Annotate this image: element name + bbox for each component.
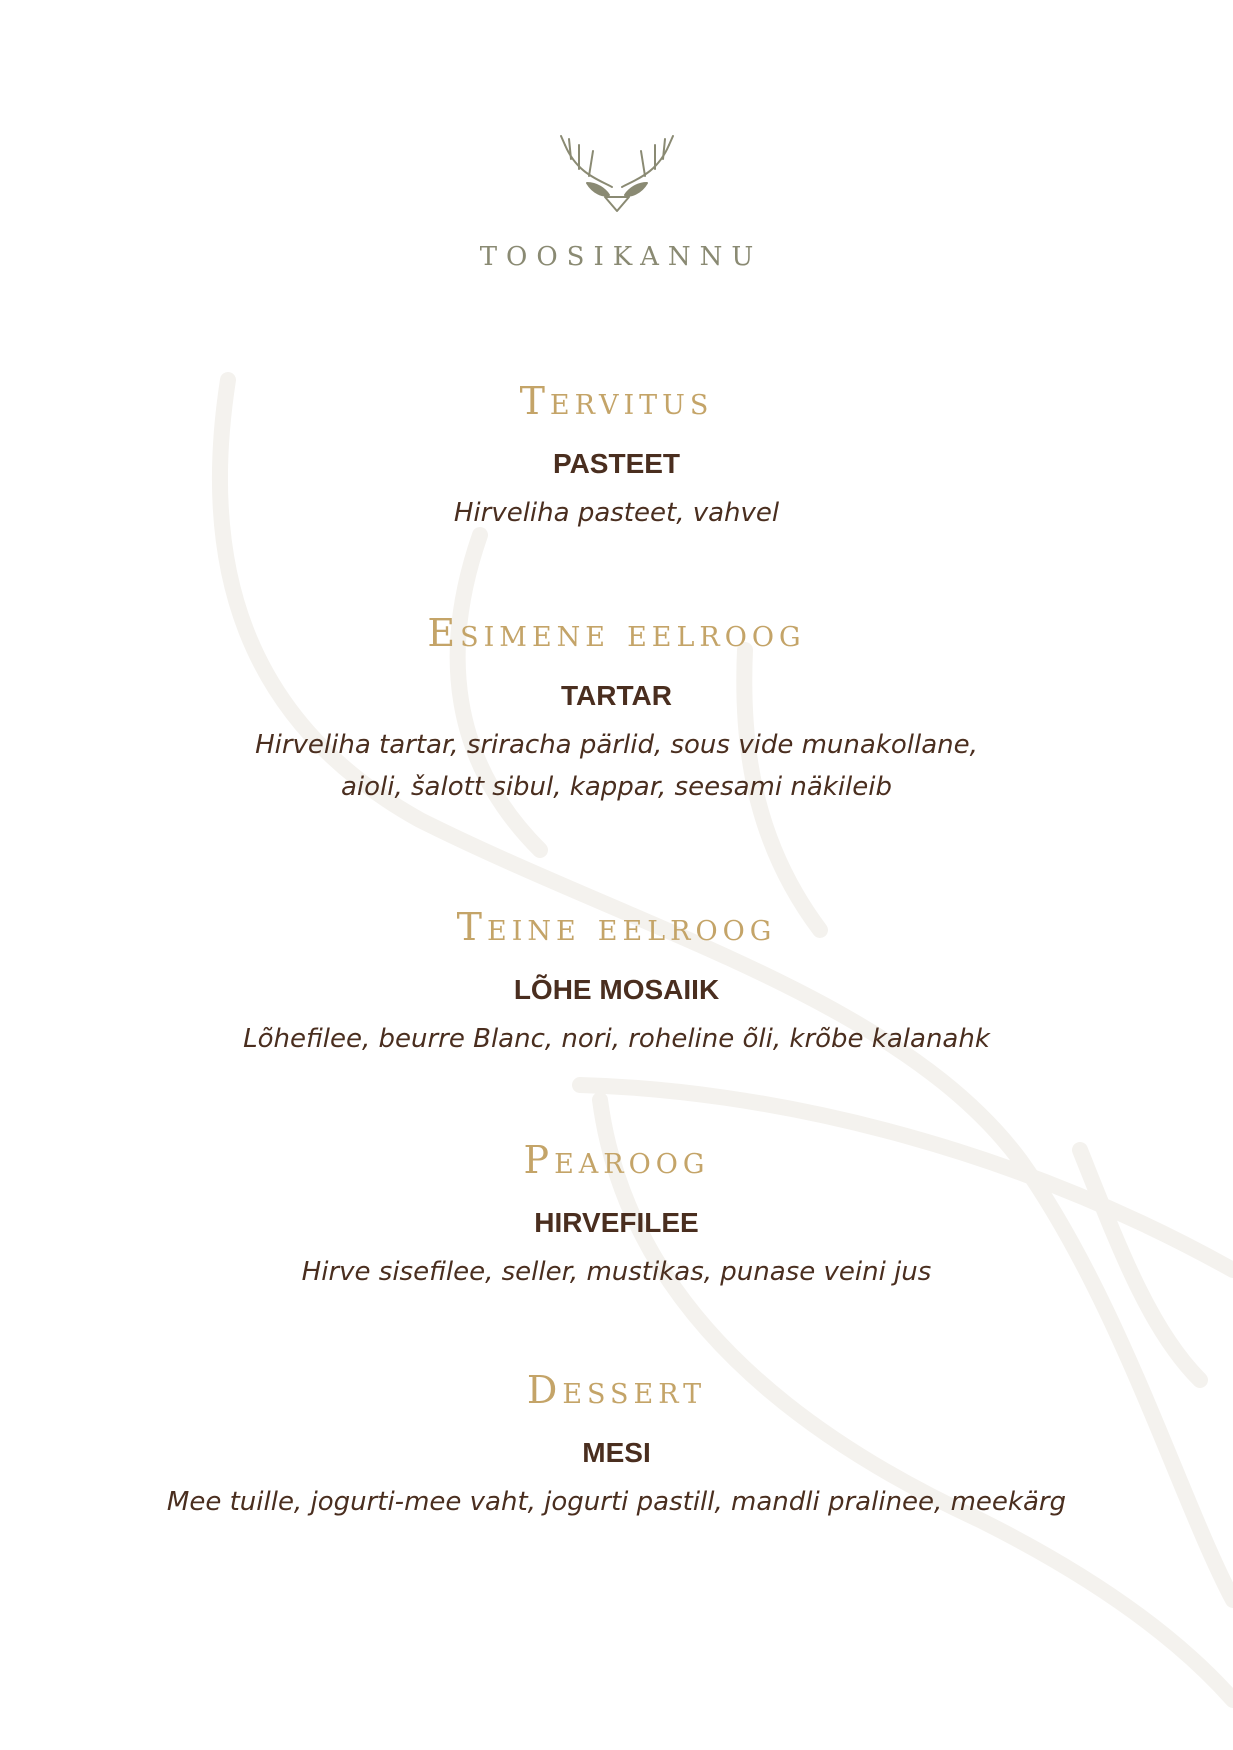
dish-description (0, 1018, 1233, 1060)
dish-name: PASTEET (552, 448, 681, 479)
course-title: Esimene eelroog (427, 611, 806, 655)
dish-description (0, 724, 1233, 808)
dish-description-line: aioli, šalott sibul, kappar, seesami näkileib (340, 772, 893, 802)
course-teine-eelroog (0, 905, 1233, 1060)
course-title: Teine eelroog (456, 905, 777, 949)
course-title: Dessert (526, 1368, 707, 1412)
dish-description-line: Lõhefilee, beurre Blanc, nori, roheline õli, krõbe kalanahk (243, 1024, 990, 1054)
dish-description-line: Hirveliha tartar, sriracha pärlid, sous vide munakollane, (255, 730, 978, 760)
course-esimene-eelroog (0, 611, 1233, 808)
dish-name: LÕHE MOSAIIK (513, 974, 720, 1005)
dish-description-line: Hirve sisefilee, seller, mustikas, punase veini jus (301, 1257, 932, 1287)
course-title: Tervitus (519, 379, 714, 423)
course-dessert (0, 1368, 1233, 1523)
dish-description (0, 1251, 1233, 1293)
course-title: Pearoog (523, 1138, 710, 1182)
course-tervitus (0, 379, 1233, 534)
dish-description-line: Hirveliha pasteet, vahvel (453, 498, 780, 528)
dish-description (0, 1481, 1233, 1523)
dish-name: MESI (582, 1437, 651, 1468)
dish-name: HIRVEFILEE (534, 1207, 699, 1238)
dish-description-line: Mee tuille, jogurti-mee vaht, jogurti pastill, mandli pralinee, meekärg (166, 1487, 1067, 1517)
brand-name: TOOSIKANNU (479, 242, 763, 272)
dish-description (0, 492, 1233, 534)
deer-antler-icon (557, 135, 677, 220)
brand-logo (0, 135, 1233, 272)
dish-name: TARTAR (561, 680, 672, 711)
course-pearoog (0, 1138, 1233, 1293)
